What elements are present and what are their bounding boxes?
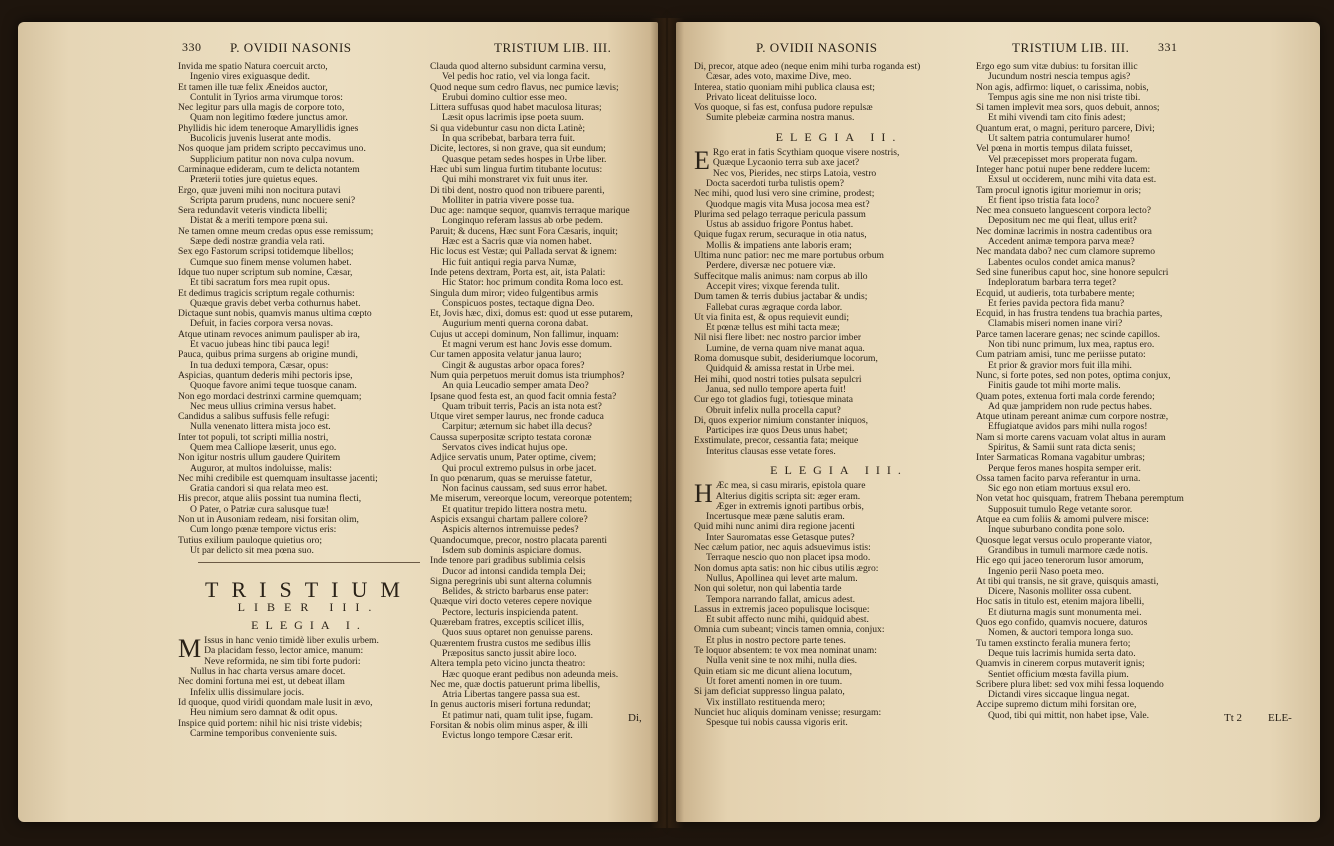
verse-line: Sex ego Fastorum scripsi totidemque libellos; xyxy=(178,246,354,258)
verse-line: Caussa superpositæ scripto testata coronæ xyxy=(430,431,592,443)
verse-line: Ingenio vires exiguasque dedit. xyxy=(190,71,310,83)
verse-line: In genus auctoris miseri fortuna redundat; xyxy=(430,699,591,711)
verse-line: Nec vos, Pierides, nec stirps Latoia, vestro xyxy=(712,167,877,179)
verse-line: Et patimur nati, quam tulit ipse, fugam. xyxy=(442,709,594,721)
verse-line: Præpositus sancto jussit abire loco. xyxy=(442,647,577,659)
verse-line: Fallebat curas ægraque corda labor. xyxy=(706,301,843,313)
verse-line: Nos quoque jam pridem scripto peccavimus uno. xyxy=(178,143,366,155)
verse-line: Defuit, in facies corpora versa novas. xyxy=(190,318,334,330)
verse-line: Scribere plura libet: sed vox mihi fessa loquendo xyxy=(976,678,1164,690)
verse-line: Sic ego non etiam mortuus exsul ero. xyxy=(988,483,1131,495)
verse-line: Inter Sarmaticas Romana vagabitur umbras; xyxy=(976,452,1145,464)
verse-line: Et prior & gravior mors fuit illa mihi. xyxy=(988,359,1132,371)
verse-line: Ut via finita est, & opus requievit eundi; xyxy=(694,311,850,323)
verse-line: Interitus clausas esse vetate fores. xyxy=(706,445,836,457)
verse-line: Inter tot populi, tot scripti millia nostri, xyxy=(178,431,329,443)
verse-line: Et vacuo jubeas hinc tibi pauca legi! xyxy=(190,339,330,351)
verse-line: Hic fuit antiqui regia parva Numæ, xyxy=(442,256,577,268)
right-page xyxy=(676,22,1320,822)
verse-line: Grandibus in tumuli marmore cæde notis. xyxy=(988,544,1148,556)
verse-line: Alterius digitis scripta sit: æger eram. xyxy=(715,490,861,502)
verse-line: Auguror, at multos indoluisse, malis: xyxy=(190,462,332,474)
verse-line: Ecquid, in has frustra tendens tua brachia partes, xyxy=(976,308,1163,320)
elegy-heading: ELEGIA I. xyxy=(251,617,367,632)
verse-line: Quantum erat, o magni, perituro parcere, Divi; xyxy=(976,122,1155,134)
verse-line: Dicere, Nasonis molliter ossa cubent. xyxy=(988,586,1132,598)
left-running-head-title: TRISTIUM LIB. III. xyxy=(494,40,612,55)
verse-line: Erubui domino cultior esse meo. xyxy=(442,91,567,103)
verse-line: Quoque favore animi teque tuosque canam. xyxy=(190,380,357,392)
verse-line: Perdere, diversæ nec potuere viæ. xyxy=(706,260,836,272)
verse-line: Si qua videbuntur casu non dicta Latinè; xyxy=(430,122,586,134)
verse-line: Nam si morte carens vacuam volat altus in auram xyxy=(976,431,1166,443)
verse-line: Tu tamen exstincto feralia munera ferto; xyxy=(976,637,1131,649)
verse-line: Quos suus optaret non genuisse parens. xyxy=(442,627,593,639)
verse-line: Cæsar, ades voto, maxime Dive, meo. xyxy=(706,71,852,83)
drop-cap: E xyxy=(694,146,710,176)
verse-line: Quam tribuit terris, Pacis an ista nota est? xyxy=(442,400,602,412)
verse-line: Qui procul extremo pulsus in orbe jacet. xyxy=(442,462,597,474)
verse-line: Integer hanc potui nuper bene reddere lucem: xyxy=(976,163,1151,175)
verse-line: Tempus agis sine me non nisi triste tibi. xyxy=(988,91,1141,103)
verse-line: Sed sine funeribus caput hoc, sine honore sepulcri xyxy=(976,266,1169,278)
verse-line: Paruit; & ducens, Hæc sunt Fora Cæsaris, inquit; xyxy=(430,225,618,237)
drop-cap: M xyxy=(178,634,202,664)
verse-line: Adjice servatis unum, Pater optime, civem; xyxy=(430,452,596,464)
verse-line: An quia Leucadio semper amata Deo? xyxy=(442,380,589,392)
verse-line: Suffecitque malis animus: nam corpus ab illo xyxy=(694,270,868,282)
verse-line: Quid mihi nunc animi dira regione jacenti xyxy=(694,521,855,533)
verse-line: Distat & a meriti tempore pœna sui. xyxy=(190,215,328,227)
elegy-text xyxy=(178,636,440,739)
verse-line: Spesque tui nobis caussa vigoris erit. xyxy=(706,717,848,729)
verse-line: Exstimulate, precor, cessantia fata; meique xyxy=(694,435,859,447)
verse-line: Quique fugax rerum, securaque in otia natus, xyxy=(694,229,867,241)
verse-line: Ustus ab assiduo frigore Pontus habet. xyxy=(706,219,854,231)
verse-line: Quæque viri docto veteres cepere novique xyxy=(430,596,592,608)
verse-line: Incertusque meæ pæne salutis eram. xyxy=(706,511,845,523)
verse-line: Et magni verum est hanc Jovis esse domum. xyxy=(442,339,612,351)
elegy3-heading: ELEGIA III. xyxy=(770,462,908,477)
verse-line: Non igitur nostris ullum gaudere Quiritem xyxy=(178,452,341,464)
verse-line: Candidus a salibus suffusis felle refugi: xyxy=(178,411,330,423)
verse-line: Accepit vires; vixque ferenda tulit. xyxy=(706,280,840,292)
verse-line: Di, precor, atque adeo (neque enim mihi turba roganda est) xyxy=(694,61,921,72)
verse-line: Effugiatque avidos pars mihi nulla rogos! xyxy=(988,421,1148,433)
verse-line: Conspicuos postes, tectaque digna Deo. xyxy=(442,297,595,309)
verse-line: Nulla venit sine te nox mihi, nulla dies. xyxy=(706,655,858,667)
verse-line: Id quoque, quod viridi quondam male lusit in ævo, xyxy=(178,696,373,708)
right-column-1 xyxy=(694,62,984,728)
verse-line: Inde tenore pari gradibus sublimia celsis xyxy=(430,555,586,567)
drop-cap: H xyxy=(694,479,713,509)
verse-line: Nullus in hac charta versus amare docet. xyxy=(190,666,346,678)
verse-line: Ad quæ jampridem non rude pectus habes. xyxy=(988,400,1152,412)
verse-line: Aspicias, quantum dederis mihi pectoris ipse, xyxy=(178,369,353,381)
verse-line: Num quia perpetuos meruit domus ista triumphos? xyxy=(430,369,625,381)
verse-line: Et plus in nostro pectore parte tenes. xyxy=(706,634,846,646)
verse-line: Non facinus caussam, sed suus error habet. xyxy=(442,483,608,495)
verse-line: Dicite, lectores, si non grave, qua sit eundum; xyxy=(430,143,606,155)
verse-line: Privato liceat delituisse loco. xyxy=(706,91,817,103)
left-running-head-author: P. OVIDII NASONIS xyxy=(230,40,352,55)
verse-line: Quamvis in cinerem corpus mutaverit ignis; xyxy=(976,658,1145,670)
poem-lines xyxy=(694,62,984,124)
verse-line: Singula dum miror; video fulgentibus armis xyxy=(430,287,599,299)
verse-line: Nec cælum patior, nec aquis adsuevimus istis: xyxy=(694,542,871,554)
verse-line: Quin etiam sic me dicunt aliena locutum, xyxy=(694,665,852,677)
verse-line: Et feries pavida pectora fida manu? xyxy=(988,297,1125,309)
verse-line: In qua scribebat, barbara terra fuit. xyxy=(442,133,575,145)
verse-line: Heu nimium sero damnat & odit opus. xyxy=(190,707,338,719)
verse-line: Æc mea, si casu miraris, epistola quare xyxy=(715,480,866,492)
verse-line: Carpitur; æternum sic habet illa decus? xyxy=(442,421,592,433)
verse-line: Hic Stator: hoc primum condita Roma loco est. xyxy=(442,277,624,289)
verse-line: Non vetat hoc quisquam, fratrem Thebana peremptum xyxy=(976,493,1184,505)
verse-line: Quasque petam sedes hospes in Urbe liber. xyxy=(442,153,607,165)
verse-line: Infelix ullis dissimulare jocis. xyxy=(190,686,305,698)
verse-line: Evictus longo tempore Cæsar erit. xyxy=(442,730,573,742)
verse-line: Cingit & augustas arbor opaca fores? xyxy=(442,359,585,371)
elegy2-heading: ELEGIA II. xyxy=(775,129,903,144)
verse-line: Ergo, quæ juveni mihi non nocitura putavi xyxy=(178,184,341,196)
verse-line: Perque feros manes hospita semper erit. xyxy=(988,462,1141,474)
verse-line: Clamabis miseri nomen inane viri? xyxy=(988,318,1123,330)
book-gutter xyxy=(650,18,684,828)
verse-line: Dictandi vires siccaque lingua negat. xyxy=(988,689,1130,701)
verse-line: Idque tuo nuper scriptum sub nomine, Cæsar, xyxy=(178,266,353,278)
left-column-2 xyxy=(430,62,656,742)
verse-line: Atque ea cum foliis & amomi pulvere misce: xyxy=(976,514,1149,526)
verse-line: Quæque gravis debet verba cothurnus habet. xyxy=(190,297,361,309)
verse-line: Non tibi nunc primum, lux mea, raptus ero. xyxy=(988,339,1155,351)
verse-line: Mollis & impatiens ante laboris eram; xyxy=(706,239,852,251)
left-page xyxy=(18,22,658,822)
verse-line: Rgo erat in fatis Scythiam quoque visere nostris, xyxy=(712,147,900,159)
elegy-lines xyxy=(178,636,440,739)
verse-line: Quos ego confido, quamvis nocuere, daturos xyxy=(976,617,1148,629)
verse-line: Lassus in extremis jaceo populisque locisque: xyxy=(694,603,870,615)
elegy3-lines xyxy=(694,481,984,728)
verse-line: Nec mea consueto languescent corpora lecto? xyxy=(976,205,1152,217)
verse-line: Hæc ubi sum lingua furtim titubante locutus: xyxy=(430,163,603,175)
verse-line: Sæpe dedi nostræ grandia vela rati. xyxy=(190,236,325,248)
verse-line: Issus in hanc venio timidè liber exulis urbem. xyxy=(204,635,379,647)
verse-line: Pectore, lecturis inspicienda patent. xyxy=(442,606,579,618)
verse-line: Hæc est a Sacris quæ via nomen habet. xyxy=(442,236,592,248)
signature-mark: Tt 2 xyxy=(1224,712,1243,724)
verse-line: Quærebam fratres, exceptis scilicet illis, xyxy=(430,617,584,629)
verse-line: Læsit opus lacrimis ipse poeta suum. xyxy=(442,112,584,124)
verse-line: Vel pedis hoc ratio, vel via longa facit. xyxy=(442,71,590,83)
verse-line: Phyllidis hic idem teneroque Amaryllidis ignes xyxy=(178,122,359,134)
elegy3-text xyxy=(694,481,984,728)
verse-line: Accedent animæ tempora parva meæ? xyxy=(988,236,1135,248)
verse-line: Atria Libertas tangere passa sua est. xyxy=(442,689,580,701)
section-rule xyxy=(198,562,420,563)
verse-line: Utque viret semper laurus, nec fronde caduca xyxy=(430,411,604,423)
verse-line: Depositum nec me qui fleat, ullus erit? xyxy=(988,215,1137,227)
verse-line: Inspice quid portem: nihil hic nisi triste videbis; xyxy=(178,717,363,729)
book-subtitle: LIBER III. xyxy=(237,599,381,614)
right-catchword: ELE- xyxy=(1268,712,1292,724)
poem-lines xyxy=(178,62,440,556)
verse-line: Nec mandata dabo? nec cum clamore supremo xyxy=(976,246,1156,258)
verse-line: Et pœnæ tellus est mihi tacta meæ; xyxy=(706,322,840,334)
verse-line: Inde petens dextram, Porta est, ait, ista Palati: xyxy=(430,266,606,278)
verse-line: Parce tamen lacerare genas; nec scinde capillos. xyxy=(976,328,1161,340)
left-column-1 xyxy=(178,62,440,739)
verse-line: Dictaque sunt nobis, quamvis manus ultima cœpto xyxy=(178,308,372,320)
verse-line: Ergo ego sum vitæ dubius: tu forsitan illic xyxy=(976,61,1138,72)
verse-line: Bucolicis juvenis luserat ante modis. xyxy=(190,133,331,145)
verse-line: Scripta parum prudens, nunc nocuere seni? xyxy=(190,194,356,206)
verse-line: Hic ego qui jaceo tenerorum lusor amorum, xyxy=(976,555,1144,567)
verse-line: Vos quoque, si fas est, confusa pudore repulsæ xyxy=(694,102,873,114)
verse-line: Isdem sub dominis aspiciare domus. xyxy=(442,544,582,556)
verse-line: Spiritus, & Samii sunt rata dicta senis; xyxy=(988,441,1136,453)
verse-line: Cujus ut accepi dominum, Non fallimur, inquam: xyxy=(430,328,619,340)
verse-line: Quæque Lycaonio terra sub axe jacet? xyxy=(712,157,860,169)
verse-line: Quod neque sum cedro flavus, nec pumice lævis; xyxy=(430,81,619,93)
verse-line: Ut saltem patria contumularer humo! xyxy=(988,133,1131,145)
verse-line: Nec legitur pars ulla magis de corpore toto, xyxy=(178,102,345,114)
verse-line: Ducor ad intonsi candida templa Dei; xyxy=(442,565,586,577)
verse-line: Finitis gaude tot mihi morte malis. xyxy=(988,380,1121,392)
verse-line: Inque suburbano condita pone solo. xyxy=(988,524,1125,536)
verse-line: Tam procul ignotis igitur moriemur in oris; xyxy=(976,184,1142,196)
verse-line: Nomen, & auctori tempora longa suo. xyxy=(988,627,1134,639)
verse-line: Contulit in Tyrios arma virumque toros: xyxy=(190,91,343,103)
verse-line: Supplicium patitur non nova culpa novum. xyxy=(190,153,355,165)
verse-line: Cur ego tot gladios fugi, totiesque minata xyxy=(694,394,854,406)
verse-line: Si tamen implevit mea sors, quos debuit, annos; xyxy=(976,102,1160,114)
book-title: TRISTIUM xyxy=(205,577,413,603)
verse-line: Atque utinam pereant animæ cum corpore nostræ, xyxy=(976,411,1169,423)
verse-line: O Pater, o Patriæ cura salusque tuæ! xyxy=(190,503,329,515)
verse-line: Hic locus est Vestæ; qui Pallada servat & ignem: xyxy=(430,246,617,258)
right-page-number: 331 xyxy=(1158,40,1178,54)
verse-line: Æger in extremis ignoti partibus orbis, xyxy=(715,500,864,512)
verse-line: Quosque legat versus oculo properante viator, xyxy=(976,534,1152,546)
verse-line: Carmine temporibus conveniente suis. xyxy=(190,727,338,739)
verse-line: Littera suffusas quod habet maculosa lituras; xyxy=(430,102,602,114)
verse-line: Tempora narrando fallat, amicus adest. xyxy=(706,593,856,605)
verse-line: Quem mea Calliope læserit, unus ego. xyxy=(190,441,337,453)
verse-line: Ut foret amenti nomen in ore tuum. xyxy=(706,675,843,687)
verse-line: Gratia candori si qua relata meo est. xyxy=(190,483,329,495)
verse-line: Qui mihi monstraret vix fuit unus iter. xyxy=(442,174,588,186)
verse-line: Di tibi dent, nostro quod non tribuere parenti, xyxy=(430,184,605,196)
verse-line: Aspicis alternos intremuisse pedes? xyxy=(442,524,579,536)
verse-line: Vix instillato restituenda mero; xyxy=(706,696,826,708)
verse-line: Quam potes, extenua forti mala corde ferendo; xyxy=(976,390,1155,402)
verse-line: Vel pœna in mortis tempus dilata fuisset, xyxy=(976,143,1133,155)
verse-line: Indeploratum barbara terra teget? xyxy=(988,277,1117,289)
verse-line: Nec meus ullius crimina versus habet. xyxy=(190,400,337,412)
verse-line: Me miserum, vereorque locum, vereorque potentem; xyxy=(430,493,633,505)
verse-line: Nil nisi flere libet: nec nostro parcior imber xyxy=(694,332,862,344)
verse-line: Supposuit tumulo Rege vetante soror. xyxy=(988,503,1133,515)
verse-line: Roma domusque subit, desideriumque locorum, xyxy=(694,353,878,365)
verse-line: Accipe supremo dictum mihi forsitan ore, xyxy=(976,699,1137,711)
verse-line: Et diuturna magis sunt monumenta mei. xyxy=(988,606,1142,618)
verse-line: Nec domini fortuna mei est, ut debeat illam xyxy=(178,676,345,688)
elegy2-lines xyxy=(694,148,984,457)
verse-line: Duc age: namque sequor, quamvis terraque marique xyxy=(430,205,630,217)
verse-line: Vel præcepisset mors properata fugam. xyxy=(988,153,1138,165)
verse-line: Nec dominæ lacrimis in nostra cadentibus ora xyxy=(976,225,1152,237)
verse-line: Hoc satis in titulo est, etenim majora libelli, xyxy=(976,596,1145,608)
verse-line: Tutius exilium pauloque quietius oro; xyxy=(178,534,323,546)
verse-line: Belides, & stricto barbarus ense pater: xyxy=(442,586,589,598)
verse-line: Docta sacerdoti turba tulistis opem? xyxy=(706,177,845,189)
verse-line: Ecquid, ut audieris, tota turbabere mente; xyxy=(976,287,1135,299)
verse-line: Deque tuis lacrimis humida serta dato. xyxy=(988,647,1136,659)
verse-line: Jucundum nostri nescia tempus agis? xyxy=(988,71,1131,83)
verse-line: Non domus apta satis: non hic cibus utilis ægro: xyxy=(694,562,879,574)
verse-line: Janua, sed nullo tempore aperta fuit! xyxy=(706,383,847,395)
verse-line: Molliter in patria vivere posse tua. xyxy=(442,194,575,206)
verse-line: Atque utinam revoces animum paulisper ab ira, xyxy=(178,328,360,340)
verse-line: Interea, statio quoniam mihi publica clausa est; xyxy=(694,81,875,93)
verse-line: Cum longo pœnæ tempore victus eris: xyxy=(190,524,337,536)
verse-line: Præterii toties jure quietus eques. xyxy=(190,174,318,186)
verse-line: Te loquor absentem: te vox mea nominat unam: xyxy=(694,645,877,657)
verse-line: Non agis, adfirmo: liquet, o carissima, nobis, xyxy=(976,81,1149,93)
verse-line: Exsul ut occiderem, nunc mihi vita data est. xyxy=(988,174,1157,186)
verse-line: Et quatitur trepido littera nostra metu. xyxy=(442,503,587,515)
verse-line: Cum patriam amisi, tunc me periisse putato: xyxy=(976,349,1146,361)
verse-line: Cumque suo finem mense volumen habet. xyxy=(190,256,352,268)
verse-line: Forsitan & nobis olim minus asper, & illi xyxy=(430,720,588,731)
verse-line: Hæc quoque erant pedibus non adeunda meis. xyxy=(442,668,619,680)
verse-line: Neve reformida, ne sim tibi forte pudori: xyxy=(204,655,361,667)
poem-lines xyxy=(430,62,656,742)
verse-line: Aspicis exsangui chartam pallere colore? xyxy=(430,514,588,526)
verse-line: Ultima nunc patior: nec me mare portubus orbum xyxy=(694,250,884,262)
verse-line: Non ut in Ausoniam redeam, nisi forsitan olim, xyxy=(178,514,359,526)
verse-line: Cur tamen apposita velatur janua lauro; xyxy=(430,349,582,361)
verse-line: In tua deduxi tempora, Cæsar, opus: xyxy=(190,359,329,371)
verse-line: Quidquid & amissa restat in Urbe mei. xyxy=(706,363,855,375)
verse-line: Et, Jovis hæc, dixi, domus est: quod ut esse putarem, xyxy=(430,308,633,320)
verse-line: Participes iræ quos Deus unus habet; xyxy=(706,425,848,437)
verse-line: Ut par delicto sit mea pœna suo. xyxy=(190,544,314,556)
verse-line: Ingenio perii Naso poeta meo. xyxy=(988,565,1104,577)
verse-line: In quo pœnarum, quas se meruisse fatetur, xyxy=(430,472,593,484)
verse-line: Quodque magis vita Musa jocosa mea est? xyxy=(706,198,870,210)
verse-line: Et tibi sacratum fors mea rupit opus. xyxy=(190,277,330,289)
verse-line: Da placidam fesso, lector amice, manum: xyxy=(204,645,364,657)
verse-line: Signa peregrinis ubi sunt alterna columnis xyxy=(430,575,592,587)
verse-line: Terraque nescio quo non placet ipsa modo. xyxy=(706,552,871,564)
poem-lines xyxy=(976,62,1212,721)
right-column-2 xyxy=(976,62,1212,721)
verse-line: Longinquo referam lassus ab orbe pedem. xyxy=(442,215,603,227)
verse-line: Lumine, de verna quam nive manat aqua. xyxy=(706,342,865,354)
verse-line: Sera redundavit veteris vindicta libelli; xyxy=(178,205,328,217)
left-page-number: 330 xyxy=(182,40,202,54)
verse-line: Di, quos experior nimium constanter iniquos, xyxy=(694,414,868,426)
verse-line: At tibi qui transis, ne sit grave, quisquis amasti, xyxy=(976,575,1159,587)
verse-line: Et dedimus tragicis scriptum regale cothurnis: xyxy=(178,287,355,299)
verse-line: Et fient ipso tristia fata loco? xyxy=(988,194,1100,206)
verse-line: Non qui soletur, non qui labentia tarde xyxy=(694,583,842,595)
verse-line: Quærentem frustra custos me sedibus illis xyxy=(430,637,591,649)
verse-line: Servatos cives indicat hujus ope. xyxy=(442,441,568,453)
verse-line: Si jam deficiat suppresso lingua palato, xyxy=(694,686,845,698)
left-catchword: Di, xyxy=(628,712,642,724)
verse-line: Sumite plebeiæ carmina nostra manus. xyxy=(706,112,855,124)
verse-line: Et tamen ille tuæ felix Æneidos auctor, xyxy=(178,81,328,93)
verse-line: Nec mihi, quod lusi vero sine crimine, prodest; xyxy=(694,188,875,200)
verse-line: Quandocumque, precor, nostro placata parenti xyxy=(430,534,608,546)
verse-line: Nulla venenato littera mista joco est. xyxy=(190,421,331,433)
verse-line: Omnia cum subeant; vincis tamen omnia, conjux: xyxy=(694,624,885,636)
verse-line: Ne tamen omne meum credas opus esse remissum; xyxy=(178,225,374,237)
verse-line: Nunc, si forte potes, sed non potes, optima conjux, xyxy=(976,369,1171,381)
verse-line: Altera templa peto vicino juncta theatro: xyxy=(430,658,586,670)
verse-line: Et mihi vivendi tam cito finis adest; xyxy=(988,112,1126,124)
verse-line: Inter Sauromatas esse Getasque putes? xyxy=(706,531,855,543)
verse-line: Clauda quod alterno subsidunt carmina versu, xyxy=(430,61,606,72)
verse-line: Plurima sed pelago terraque pericula passum xyxy=(694,208,866,220)
verse-line: Nec mihi credibile est quemquam insultasse jacenti; xyxy=(178,472,378,484)
verse-line: Invida me spatio Natura coercuit arcto, xyxy=(178,61,328,72)
verse-line: Et subit affecto nunc mihi, quidquid abest. xyxy=(706,614,869,626)
verse-line: Sentiet officium mœsta favilla pium. xyxy=(988,668,1129,680)
verse-line: Nunciet huc aliquis dominam venisse; resurgam: xyxy=(694,706,882,718)
verse-line: Nullus, Apollinea qui levet arte malum. xyxy=(706,572,858,584)
verse-line: Hei mihi, quod nostri toties pulsata sepulcri xyxy=(694,373,862,385)
verse-line: Augurium menti querna corona dabat. xyxy=(442,318,589,330)
verse-line: Pauca, quibus prima surgens ab origine mundi, xyxy=(178,349,358,361)
elegy2-text xyxy=(694,148,984,457)
verse-line: Ossa tamen facito parva referantur in urna. xyxy=(976,472,1141,484)
verse-line: Quam non legitimo fœdere junctus amor. xyxy=(190,112,348,124)
verse-line: Nec me, quæ doctis patuerunt prima libellis, xyxy=(430,678,600,690)
right-running-head-author: P. OVIDII NASONIS xyxy=(756,40,878,55)
verse-line: Quod, tibi qui mittit, non habet ipse, Vale. xyxy=(988,709,1150,721)
verse-line: Carminaque edideram, cum te delicta notantem xyxy=(178,163,360,175)
verse-line: Non ego mordaci destrinxi carmine quemquam; xyxy=(178,390,362,402)
verse-line: Dum tamen & terris dubius jactabar & undis; xyxy=(694,291,868,303)
right-running-head-title: TRISTIUM LIB. III. xyxy=(1012,40,1130,55)
verse-line: Labentes oculos condet amica manus? xyxy=(988,256,1136,268)
verse-line: Obruit infelix nulla procella caput? xyxy=(706,404,841,416)
verse-line: His precor, atque aliis possint tua numina flecti, xyxy=(178,493,362,505)
verse-line: Ipsane quod festa est, an quod facit omnia festa? xyxy=(430,390,617,402)
